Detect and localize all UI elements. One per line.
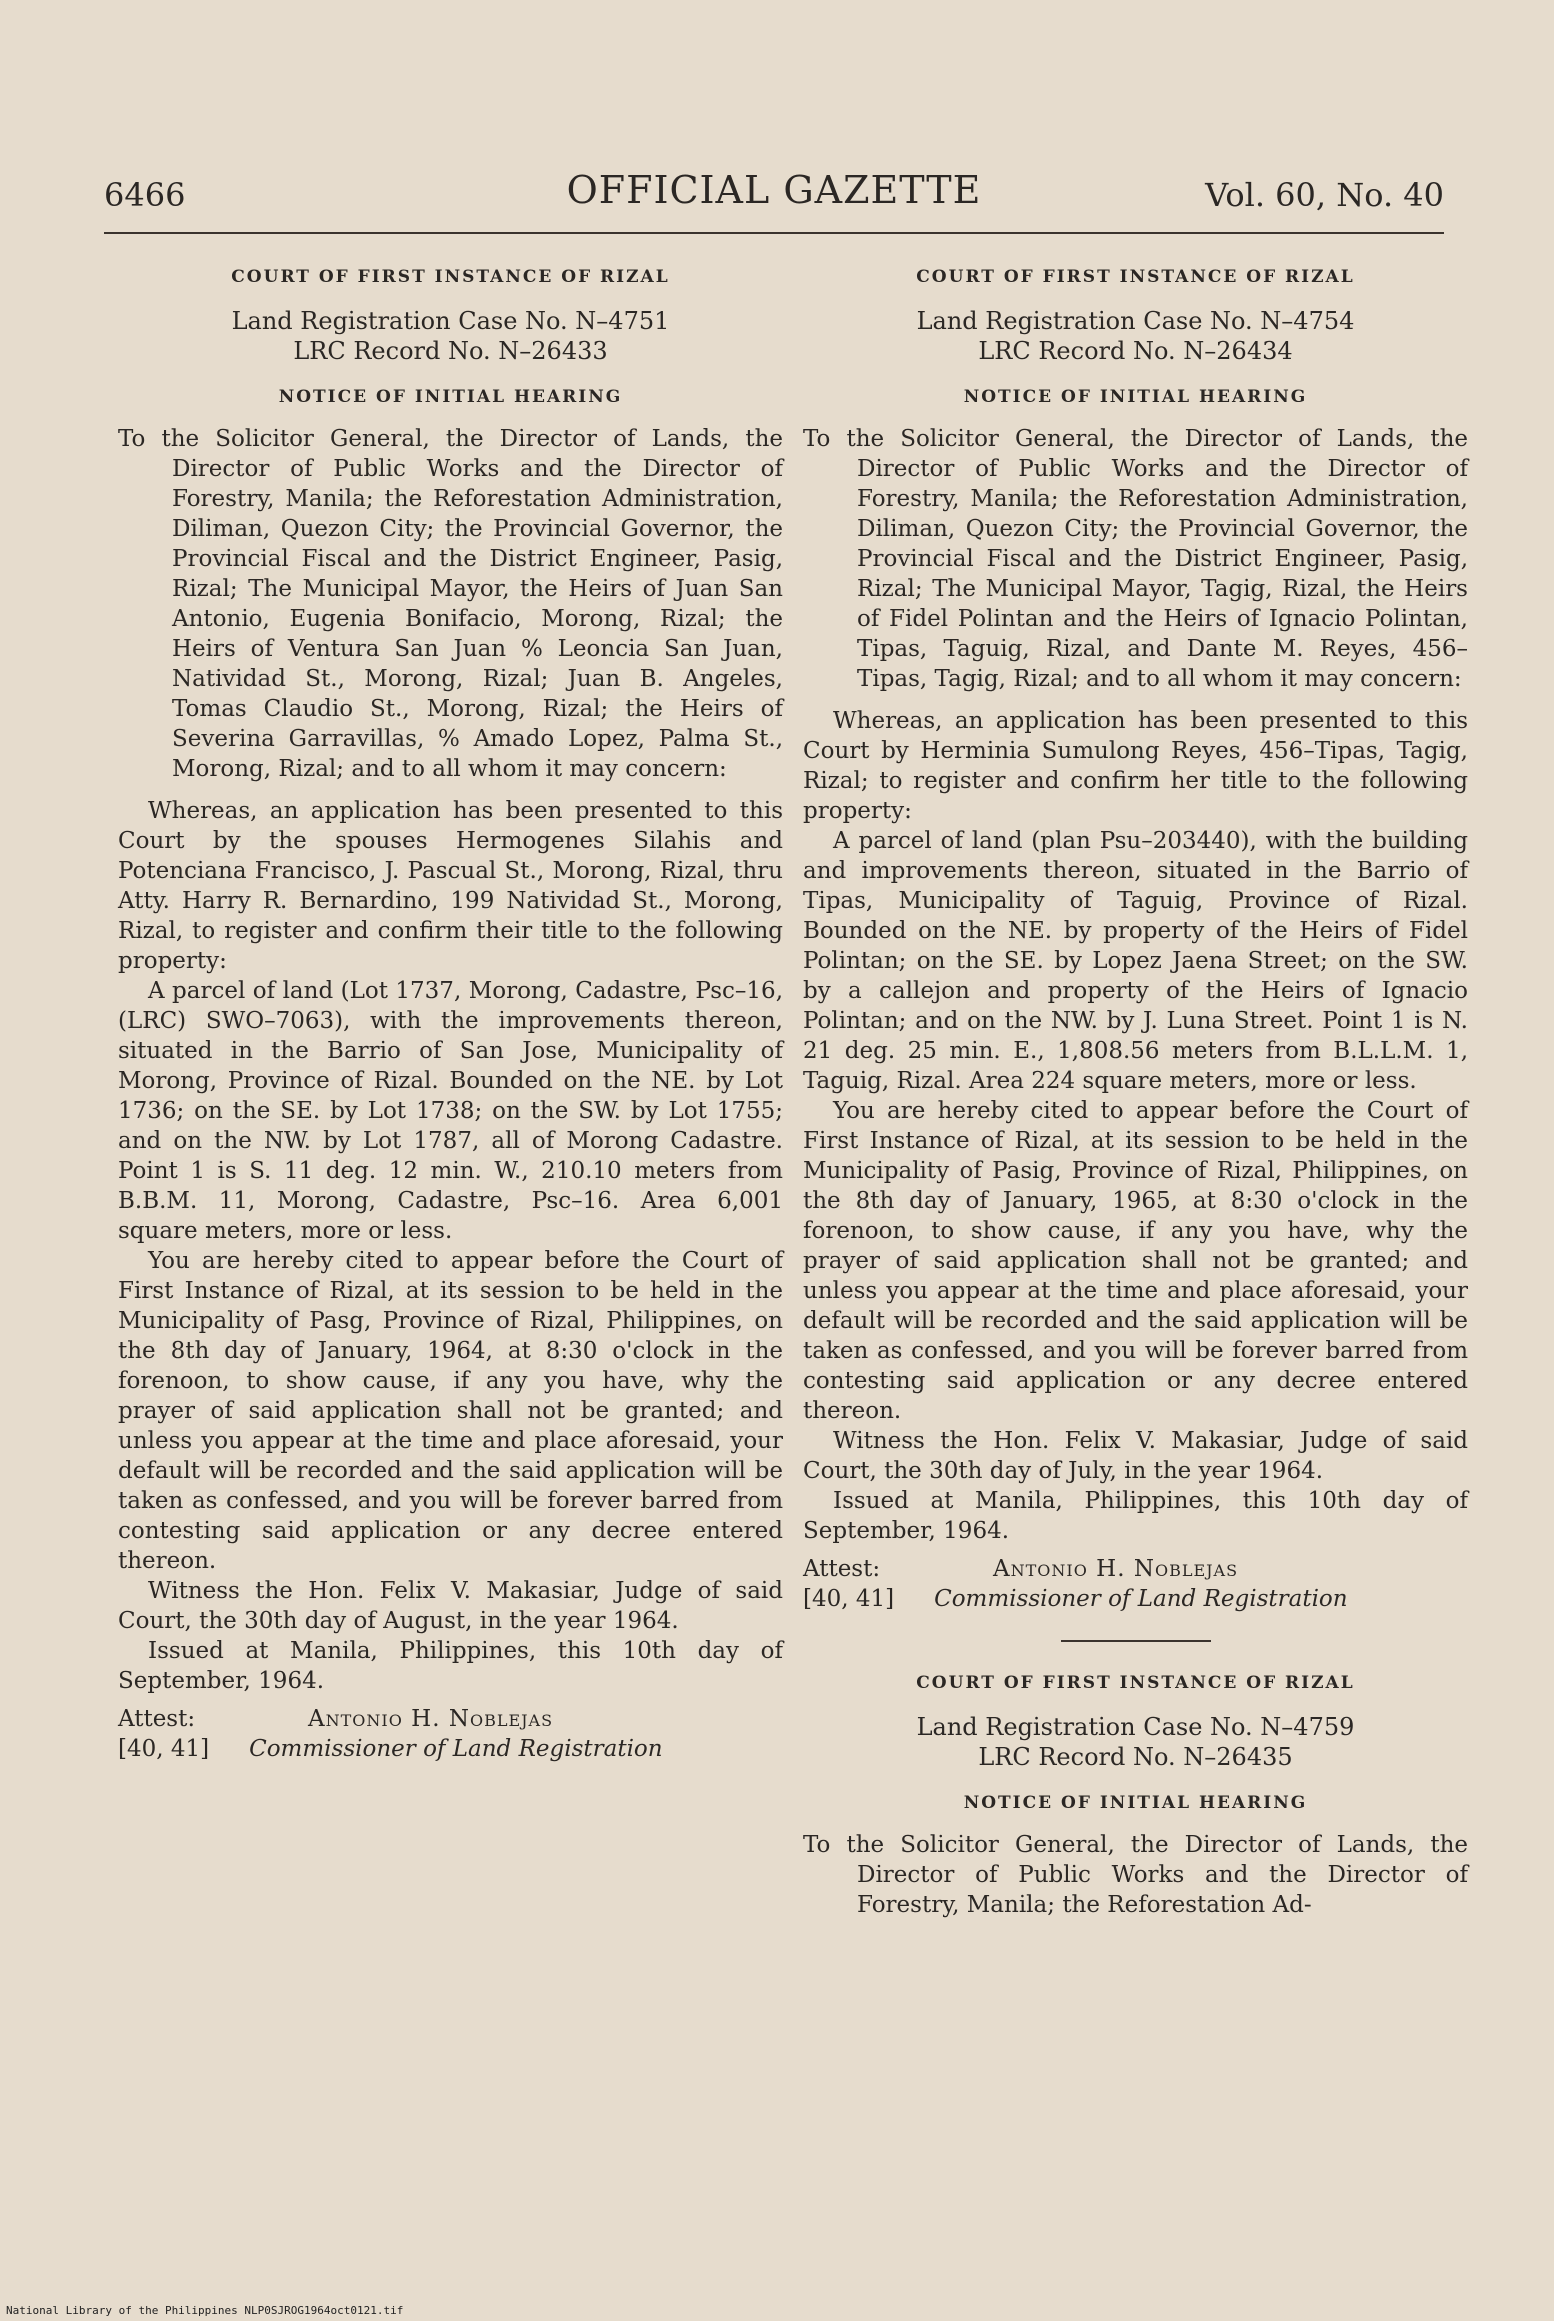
court-name: COURT OF FIRST INSTANCE OF RIZAL [231,267,670,287]
addressees: To the Solicitor General, the Director of Lands, the Director of Public Works and the Director of Forestry, Manila; the Reforestation Ad- [803,1832,1468,1918]
notice-heading: NOTICE OF INITIAL HEARING [963,1793,1308,1813]
signatory-name: Antonio H. Noblejas [993,1556,1239,1582]
lrc-record: LRC Record No. N–26433 [293,337,608,365]
issue-reference: [40, 41] [118,1736,210,1762]
issued-paragraph: Issued at Manila, Philippines, this 10th day of September, 1964. [118,1638,783,1694]
witness-paragraph: Witness the Hon. Felix V. Makasiar, Judge of said Court, the 30th day of July, in the year 1964. [803,1428,1468,1484]
court-name: COURT OF FIRST INSTANCE OF RIZAL [916,1673,1355,1693]
court-name: COURT OF FIRST INSTANCE OF RIZAL [916,267,1355,287]
parcel-description: A parcel of land (Lot 1737, Morong, Cadastre, Psc–16, (LRC) SWO–7063), with the improvements thereon, situated in the Barrio of San Jose, Municipality of Morong, Province of Rizal. Bounded on the NE. by Lot 1736; on the SE. by Lot 1738; on the SW. by Lot 1755; and on the NW. by Lot 1787, all of Morong Cadastre. Point 1 is S. 11 deg. 12 min. W., 210.10 meters from B.B.M. 11, Morong, Cadastre, Psc–16. Area 6,001 square meters, more or less. [118,978,783,1244]
citation-paragraph: You are hereby cited to appear before the Court of First Instance of Rizal, at its session to be held in the Municipality of Pasg, Province of Rizal, Philippines, on the 8th day of January, 1964, at 8:30 o'clock in the forenoon, to show cause, if any you have, why the prayer of said application shall not be granted; and unless you appear at the time and place aforesaid, your default will be recorded and the said application will be taken as confessed, and you will be forever barred from contesting said application or any decree entered thereon. [118,1248,783,1574]
scan-footer: National Library of the Philippines NLP0SJROG1964oct0121.tif [6,2304,404,2317]
left-column [118,262,783,1764]
attestation [118,1704,783,1764]
addressees: To the Solicitor General, the Director of Lands, the Director of Public Works and the Director of Forestry, Manila; the Reforestation Administration, Diliman, Quezon City; the Provincial Governor, the Provincial Fiscal and the District Engineer, Pasig, Rizal; The Municipal Mayor, the Heirs of Juan San Antonio, Eugenia Bonifacio, Morong, Rizal; the Heirs of Ventura San Juan % Leoncia San Juan, Natividad St., Morong, Rizal; Juan B. Angeles, Tomas Claudio St., Morong, Rizal; the Heirs of Severina Garravillas, % Amado Lopez, Palma St., Morong, Rizal; and to all whom it may concern: [118,426,783,782]
notice-heading: NOTICE OF INITIAL HEARING [278,387,623,407]
whereas-paragraph: Whereas, an application has been presented to this Court by the spouses Hermogenes Silahis and Potenciana Francisco, J. Pascual St., Morong, Rizal, thru Atty. Harry R. Bernardino, 199 Natividad St., Morong, Rizal, to register and confirm their title to the following property: [118,798,783,974]
notice-heading: NOTICE OF INITIAL HEARING [963,387,1308,407]
case-number: Land Registration Case No. N–4754 [916,307,1355,335]
header-rule [104,232,1444,234]
issue-reference: [40, 41] [803,1586,895,1612]
page-number: 6466 [104,176,186,214]
witness-paragraph: Witness the Hon. Felix V. Makasiar, Judge of said Court, the 30th day of August, in the year 1964. [118,1578,783,1634]
issued-paragraph: Issued at Manila, Philippines, this 10th day of September, 1964. [803,1488,1468,1544]
citation-paragraph: You are hereby cited to appear before the Court of First Instance of Rizal, at its session to be held in the Municipality of Pasig, Province of Rizal, Philippines, on the 8th day of January, 1965, at 8:30 o'clock in the forenoon, to show cause, if any you have, why the prayer of said application shall not be granted; and unless you appear at the time and place aforesaid, your default will be recorded and the said application will be taken as confessed, and you will be forever barred from contesting said application or any decree entered thereon. [803,1098,1468,1424]
volume-number: Vol. 60, No. 40 [1205,176,1444,214]
parcel-description: A parcel of land (plan Psu–203440), with the building and improvements thereon, situated in the Barrio of Tipas, Municipality of Taguig, Province of Rizal. Bounded on the NE. by property of the Heirs of Fidel Polintan; on the SE. by Lopez Jaena Street; on the SW. by a callejon and property of the Heirs of Ignacio Polintan; and on the NW. by J. Luna Street. Point 1 is N. 21 deg. 25 min. E., 1,808.56 meters from B.L.L.M. 1, Taguig, Rizal. Area 224 square meters, more or less. [803,828,1468,1094]
attest-label: Attest: [118,1706,196,1732]
lrc-record: LRC Record No. N–26435 [978,1743,1293,1771]
signatory-role: Commissioner of Land Registration [249,1736,663,1762]
lrc-record: LRC Record No. N–26434 [978,337,1293,365]
page-header [104,168,1444,228]
publication-title: OFFICIAL GAZETTE [566,168,982,212]
whereas-paragraph: Whereas, an application has been presented to this Court by Herminia Sumulong Reyes, 456–Tipas, Tagig, Rizal; to register and confirm her title to the following property: [803,708,1468,824]
attest-label: Attest: [803,1556,881,1582]
case-number: Land Registration Case No. N–4759 [916,1713,1355,1741]
addressees: To the Solicitor General, the Director of Lands, the Director of Public Works and the Director of Forestry, Manila; the Reforestation Administration, Diliman, Quezon City; the Provincial Governor, the Provincial Fiscal and the District Engineer, Pasig, Rizal; The Municipal Mayor, Tagig, Rizal, the Heirs of Fidel Polintan and the Heirs of Ignacio Polintan, Tipas, Taguig, Rizal, and Dante M. Reyes, 456–Tipas, Tagig, Rizal; and to all whom it may concern: [803,426,1468,692]
signatory-role: Commissioner of Land Registration [934,1586,1348,1612]
case-number: Land Registration Case No. N–4751 [231,307,670,335]
signatory-name: Antonio H. Noblejas [308,1706,554,1732]
right-column [803,262,1468,1932]
attestation [803,1554,1468,1614]
section-divider [1061,1640,1211,1642]
